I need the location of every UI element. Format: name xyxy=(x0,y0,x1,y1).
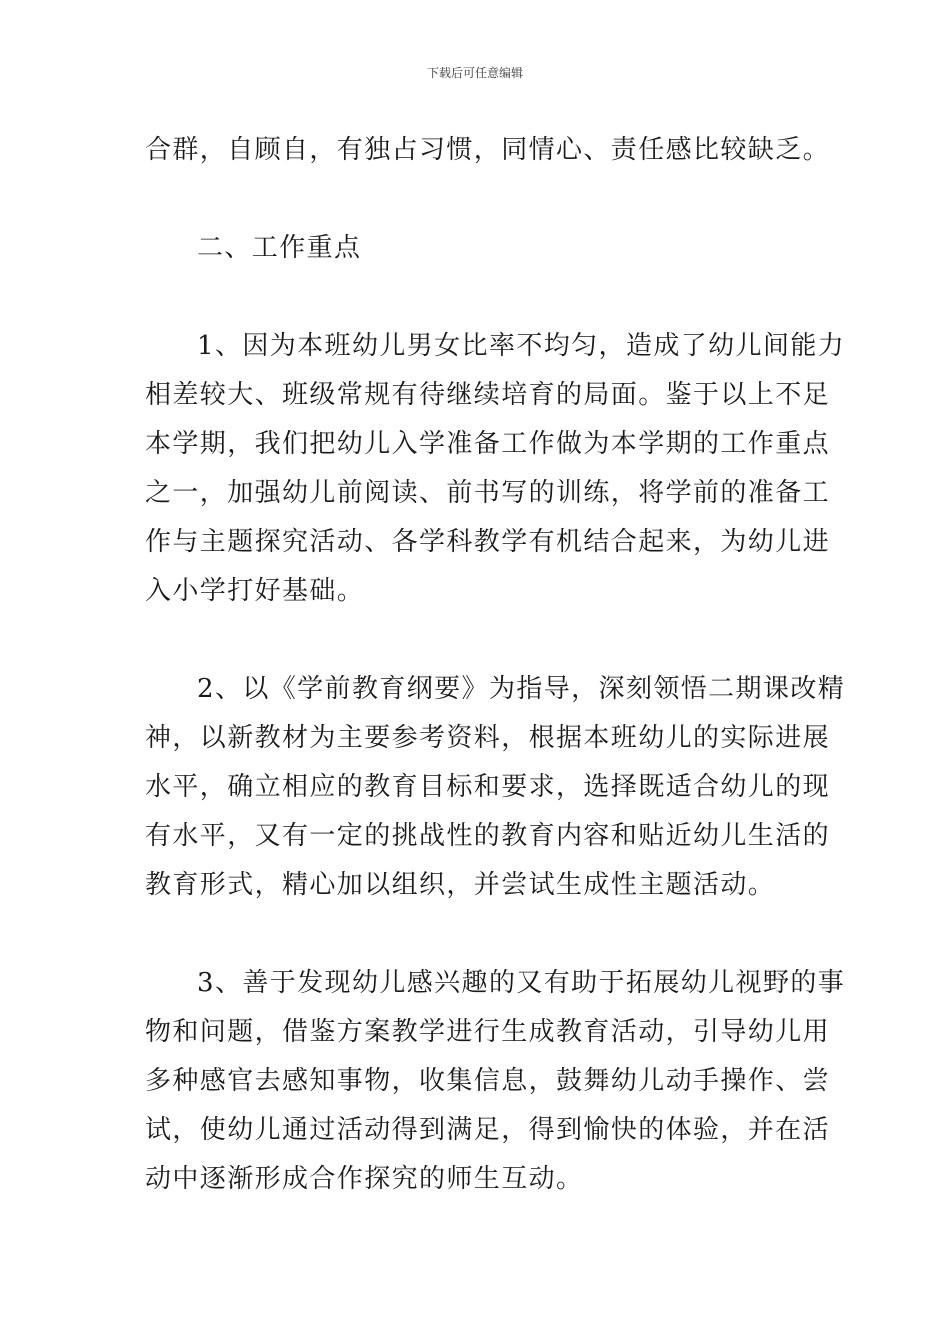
paragraph-3 xyxy=(145,959,846,1204)
paragraph-line: 试，使幼儿通过活动得到满足，得到愉快的体验，并在活 xyxy=(145,1115,831,1145)
continuation-line: 合群，自顾自，有独占习惯，同情心、责任感比较缺乏。 xyxy=(145,135,831,165)
paragraph-line: 2、以《学前教育纲要》为指导，深刻领悟二期课改精 xyxy=(197,674,846,704)
paragraph-line: 动中逐渐形成合作探究的师生互动。 xyxy=(145,1164,584,1194)
paragraph-gap xyxy=(145,616,810,665)
paragraph-line: 3、善于发现幼儿感兴趣的又有助于拓展幼儿视野的事 xyxy=(197,968,846,998)
paragraph-line: 物和问题，借鉴方案教学进行生成教育活动，引导幼儿用 xyxy=(145,1017,831,1047)
paragraph-gap xyxy=(145,910,810,959)
paragraph-line: 有水平，又有一定的挑战性的教育内容和贴近幼儿生活的 xyxy=(145,821,831,851)
paragraph-line: 作与主题探究活动、各学科教学有机结合起来，为幼儿进 xyxy=(145,527,831,557)
paragraph-2 xyxy=(145,665,846,910)
paragraph-gap xyxy=(145,273,810,322)
paragraph-line: 入小学打好基础。 xyxy=(145,576,365,606)
document-body xyxy=(145,126,846,1204)
paragraph-1 xyxy=(145,322,846,616)
paragraph-line: 之一，加强幼儿前阅读、前书写的训练，将学前的准备工 xyxy=(145,478,831,508)
paragraph-gap xyxy=(145,175,810,224)
section-heading: 二、工作重点 xyxy=(197,233,362,263)
paragraph-line: 教育形式，精心加以组织，并尝试生成性主题活动。 xyxy=(145,870,776,900)
paragraph-line: 神，以新教材为主要参考资料，根据本班幼儿的实际进展 xyxy=(145,723,831,753)
paragraph-line: 相差较大、班级常规有待继续培育的局面。鉴于以上不足 xyxy=(145,380,831,410)
paragraph-line: 水平，确立相应的教育目标和要求，选择既适合幼儿的现 xyxy=(145,772,831,802)
paragraph-line: 1、因为本班幼儿男女比率不均匀，造成了幼儿间能力 xyxy=(197,331,846,361)
paragraph-line: 多种感官去感知事物，收集信息，鼓舞幼儿动手操作、尝 xyxy=(145,1066,831,1096)
paragraph-line: 本学期，我们把幼儿入学准备工作做为本学期的工作重点 xyxy=(145,429,831,459)
page-header: 下载后可任意编辑 xyxy=(426,66,523,80)
